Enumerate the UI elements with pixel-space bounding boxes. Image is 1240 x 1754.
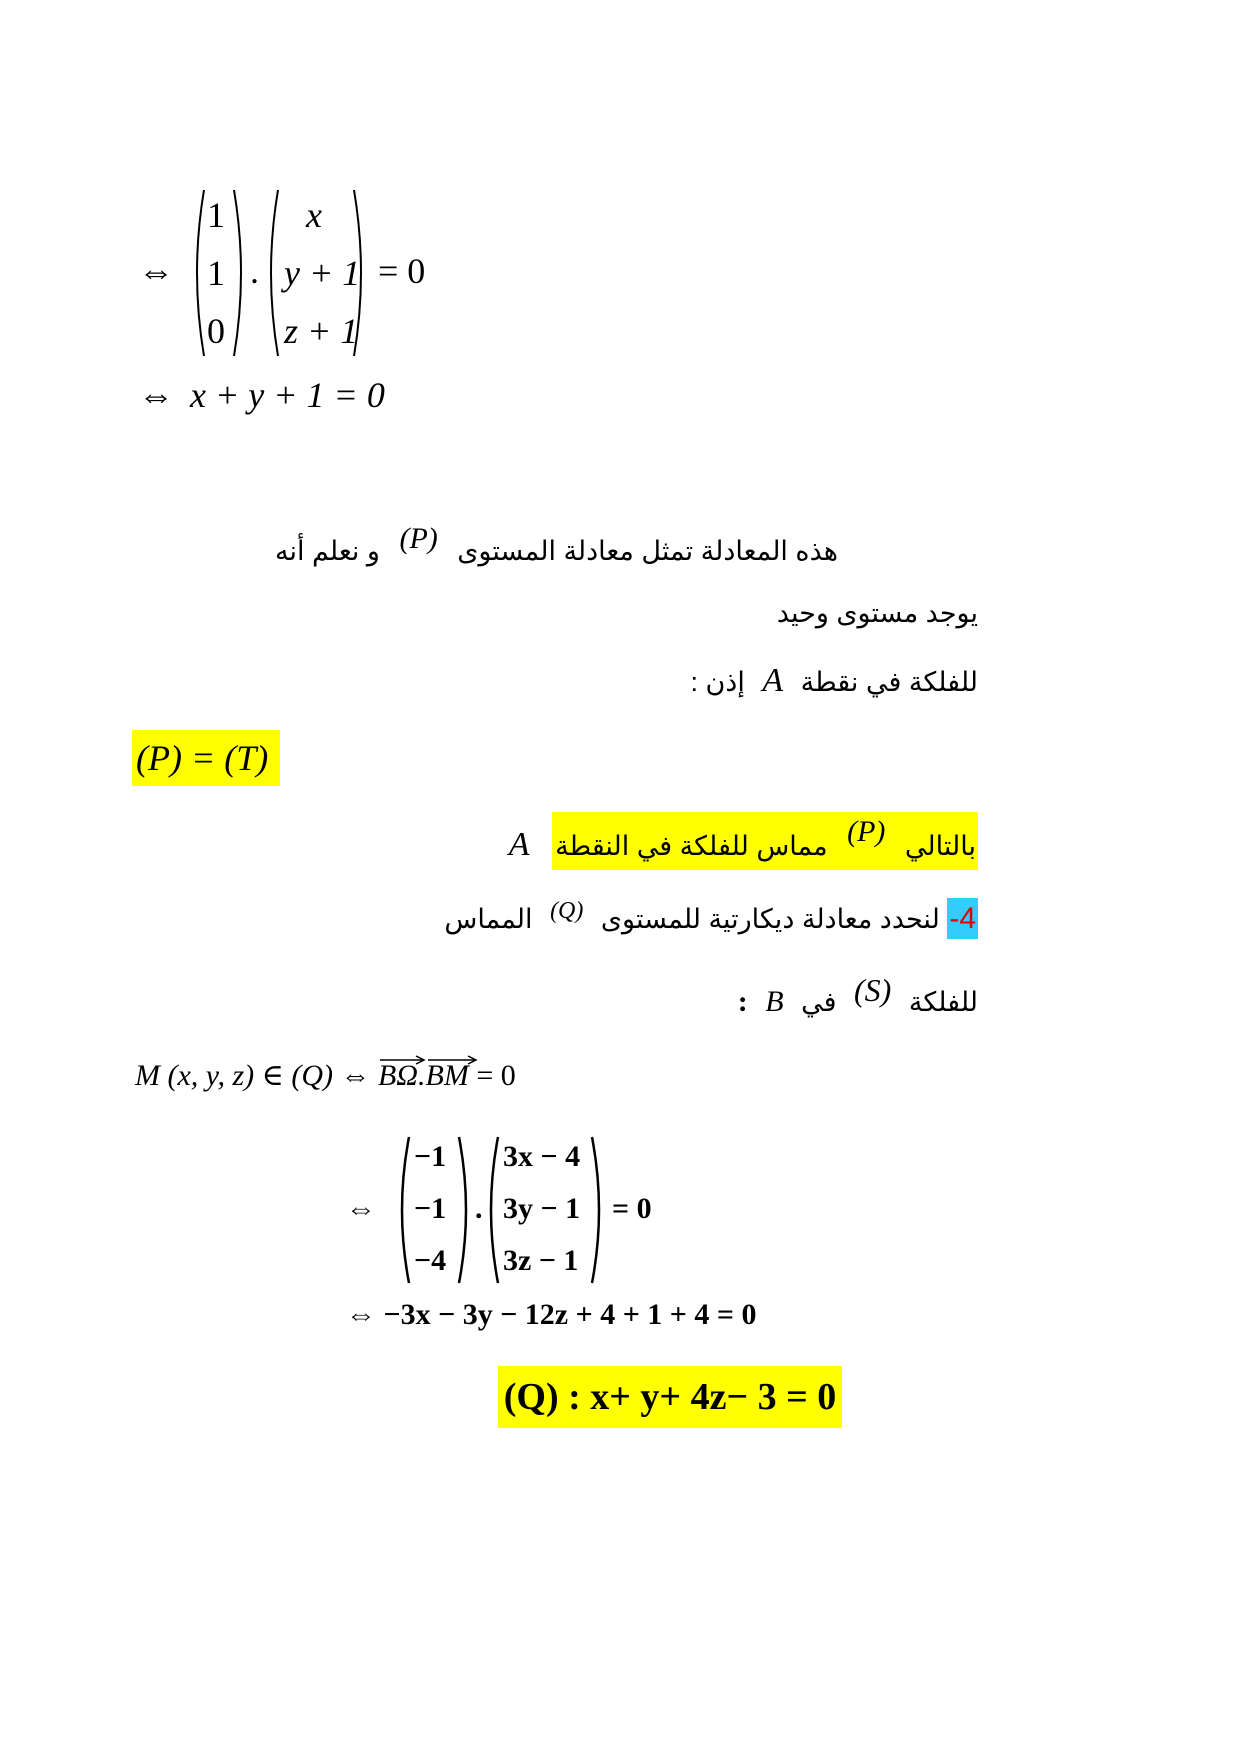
dot: . xyxy=(418,1059,426,1092)
vector-B-M xyxy=(426,1059,469,1093)
colon: : xyxy=(737,985,748,1018)
vector-b-entry: 3z − 1 xyxy=(503,1244,579,1277)
step-4-line-1 xyxy=(444,898,978,936)
vector-b-entry: y + 1 xyxy=(284,253,361,293)
text-segment: بالتالي xyxy=(904,831,976,861)
vector-label: BM xyxy=(425,1059,469,1092)
text-segment: للفلكة xyxy=(908,987,978,1017)
math-A: A xyxy=(762,662,784,699)
iff-symbol: ⇔ xyxy=(138,375,174,415)
left-paren xyxy=(262,188,280,358)
text-segment: مماس للفلكة في النقطة xyxy=(555,831,828,861)
text-segment: و نعلم أنه xyxy=(274,536,380,566)
highlighted-conclusion xyxy=(508,812,978,870)
vector-a-entry: −4 xyxy=(414,1244,447,1277)
vector-label: BΩ xyxy=(377,1059,419,1092)
math-B: B xyxy=(765,985,784,1018)
vector-b-entry: z + 1 xyxy=(284,311,359,351)
vector-b-entry: 3x − 4 xyxy=(503,1140,581,1173)
paragraph-line-3 xyxy=(690,662,978,700)
vector-a-entry: 1 xyxy=(207,253,225,293)
paragraph-line-1 xyxy=(274,522,838,568)
math-A: A xyxy=(508,826,530,863)
math-P: (P) xyxy=(847,815,886,848)
math-P: (P) xyxy=(399,522,438,555)
right-paren xyxy=(352,188,370,358)
left-paren xyxy=(393,1135,411,1285)
dot-product: . xyxy=(250,251,259,291)
paragraph-line-2: يوجد مستوى وحيد xyxy=(776,598,978,628)
left-paren xyxy=(188,188,206,358)
dot-product: . xyxy=(475,1192,483,1225)
iff-symbol: ⇔ xyxy=(346,1192,376,1225)
math-Q: (Q) xyxy=(550,898,584,924)
text-segment: في xyxy=(801,987,837,1017)
highlighted-final-equation-Q: (Q) : x+ y+ 4z− 3 = 0 xyxy=(498,1366,842,1428)
equals-zero: = 0 xyxy=(612,1192,652,1225)
vector-a-entry: −1 xyxy=(414,1192,447,1225)
simplified-equation: x + y + 1 = 0 xyxy=(190,375,385,415)
right-paren xyxy=(232,188,250,358)
step-4-line-2 xyxy=(737,972,978,1019)
vector-a-entry: 0 xyxy=(207,311,225,351)
step-number: 4- xyxy=(947,898,978,939)
math-S: (S) xyxy=(854,972,892,1008)
highlighted-result-P-equals-T: (P) = (T) xyxy=(132,730,280,786)
right-paren xyxy=(457,1135,475,1285)
text-segment: المماس xyxy=(444,904,533,934)
vector-a-entry: −1 xyxy=(414,1140,447,1173)
membership-equation xyxy=(135,1058,516,1093)
text-segment: إذن : xyxy=(690,667,745,697)
right-paren xyxy=(590,1135,608,1285)
vector-a-entry: 1 xyxy=(207,195,225,235)
text-segment: لنحدد معادلة ديكارتية للمستوى xyxy=(600,904,940,934)
iff-symbol: ⇔ xyxy=(138,251,174,291)
text-segment: للفلكة في نقطة xyxy=(800,667,978,697)
vector-b-entry: x xyxy=(306,195,322,235)
equals-zero: = 0 xyxy=(378,251,426,291)
vector-B-Omega xyxy=(378,1059,418,1093)
membership-lhs: M (x, y, z) ∈ (Q) ⇔ xyxy=(135,1059,371,1092)
vector-b-entry: 3y − 1 xyxy=(503,1192,581,1225)
left-paren xyxy=(482,1135,500,1285)
expanded-equation: ⇔ −3x − 3y − 12z + 4 + 1 + 4 = 0 xyxy=(346,1298,757,1331)
text-segment: هذه المعادلة تمثل معادلة المستوى xyxy=(457,536,838,566)
equals-zero: = 0 xyxy=(476,1059,516,1092)
